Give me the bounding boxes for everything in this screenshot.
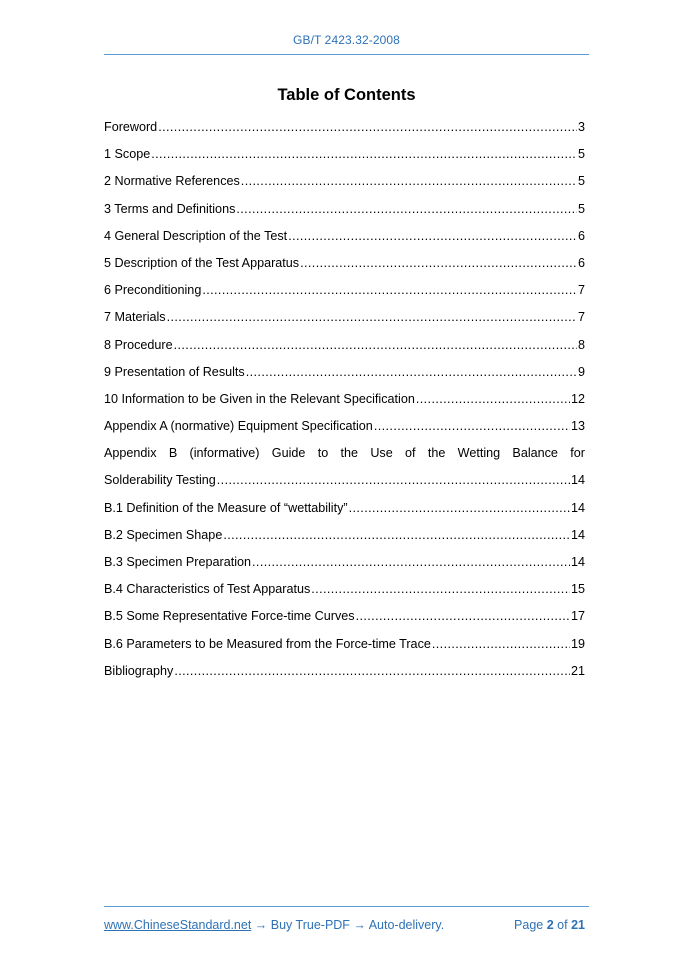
toc-entry[interactable] xyxy=(104,389,585,416)
toc-entry-text: Bibliography xyxy=(104,663,174,678)
toc-entry-text: 3 Terms and Definitions xyxy=(104,201,236,216)
toc-entry-text: Foreword xyxy=(104,120,158,134)
header-standard-code: GB/T 2423.32-2008 xyxy=(293,33,400,47)
total-pages-number: 21 xyxy=(571,918,585,932)
toc-entry[interactable] xyxy=(104,661,585,688)
toc-entry-page: 9 xyxy=(577,364,585,379)
toc-entry-appendix-b-line1[interactable] xyxy=(104,443,585,470)
toc-entry-text: B.2 Specimen Shape xyxy=(104,527,223,542)
toc-entry-text: B.5 Some Representative Force-time Curves xyxy=(104,609,355,624)
toc-entry-text: 10 Information to be Given in the Relevant Specification xyxy=(104,391,415,406)
toc-entry[interactable] xyxy=(104,579,585,606)
toc-entry-text: Appendix A (normative) Equipment Specification xyxy=(104,419,373,434)
toc-entry-page: 7 xyxy=(577,310,585,325)
toc-entry-word: Guide xyxy=(271,446,306,461)
toc-leader-dots xyxy=(158,117,577,137)
toc-entry-text: 2 Normative References xyxy=(104,174,240,189)
toc-leader-dots xyxy=(241,171,577,191)
toc-entry[interactable] xyxy=(104,199,585,226)
toc-entry[interactable] xyxy=(104,307,585,334)
toc-entry[interactable] xyxy=(104,498,585,525)
toc-leader-dots xyxy=(202,280,577,300)
toc-entry-page: 3 xyxy=(577,120,585,134)
toc-entry-page: 8 xyxy=(577,337,585,352)
toc-leader-dots xyxy=(174,335,577,355)
toc-entry-page: 14 xyxy=(570,527,585,542)
toc-entry-page: 17 xyxy=(570,609,585,624)
toc-leader-dots xyxy=(246,362,577,382)
toc-entry-text: B.3 Specimen Preparation xyxy=(104,555,252,569)
toc-entry-word: Wetting xyxy=(457,446,501,461)
toc-entry-word: (informative) xyxy=(189,446,260,461)
toc-entry-word: B xyxy=(168,446,178,461)
toc-entry-page: 6 xyxy=(577,228,585,243)
toc-entry-page: 7 xyxy=(577,283,585,298)
toc-leader-dots xyxy=(300,253,577,273)
toc-entry[interactable] xyxy=(104,253,585,280)
toc-entry-page: 12 xyxy=(570,391,585,406)
toc-entry-word: Balance xyxy=(512,446,558,461)
toc-leader-dots xyxy=(217,470,570,490)
toc-entry[interactable] xyxy=(104,117,585,144)
toc-entry[interactable] xyxy=(104,634,585,661)
footer-promo xyxy=(104,918,444,932)
toc-leader-dots xyxy=(432,634,570,654)
toc-entry-page: 5 xyxy=(577,174,585,189)
toc-entry-page: 15 xyxy=(570,582,585,597)
toc-leader-dots xyxy=(174,661,570,681)
toc-title: Table of Contents xyxy=(277,86,416,104)
toc-entry[interactable] xyxy=(104,525,585,552)
toc-leader-dots xyxy=(374,416,570,436)
toc-entry-page: 21 xyxy=(570,663,585,678)
toc-leader-dots xyxy=(311,579,570,599)
table-of-contents xyxy=(104,117,585,688)
toc-entry[interactable] xyxy=(104,416,585,443)
toc-entry[interactable] xyxy=(104,280,585,307)
toc-entry-page: 5 xyxy=(577,201,585,216)
toc-entry[interactable] xyxy=(104,335,585,362)
toc-entry-word: the xyxy=(340,446,359,461)
footer-promo-text: → Buy True-PDF → Auto-delivery. xyxy=(251,918,445,932)
toc-entry-text: 9 Presentation of Results xyxy=(104,364,245,379)
toc-entry-text: B.6 Parameters to be Measured from the Force-time Trace xyxy=(104,636,431,651)
toc-entry-appendix-b-line2[interactable] xyxy=(104,470,585,497)
toc-entry-text: 1 Scope xyxy=(104,147,151,162)
page-label: Page xyxy=(514,918,544,932)
toc-entry-page: 14 xyxy=(570,473,585,488)
toc-entry-text: 6 Preconditioning xyxy=(104,283,202,298)
toc-leader-dots xyxy=(223,525,570,545)
toc-leader-dots xyxy=(236,199,577,219)
toc-leader-dots xyxy=(356,606,570,626)
toc-leader-dots xyxy=(151,144,577,164)
toc-entry[interactable] xyxy=(104,606,585,633)
footer xyxy=(104,918,585,932)
toc-entry[interactable] xyxy=(104,171,585,198)
toc-leader-dots xyxy=(167,307,577,327)
toc-entry-text: B.1 Definition of the Measure of “wettability” xyxy=(104,500,348,515)
toc-entry-word: the xyxy=(427,446,446,461)
toc-entry-word: Appendix xyxy=(104,446,157,461)
toc-entry-text: Solderability Testing xyxy=(104,473,216,488)
toc-leader-dots xyxy=(252,552,570,572)
toc-entry[interactable] xyxy=(104,552,585,579)
toc-entry-page: 14 xyxy=(570,555,585,569)
toc-entry[interactable] xyxy=(104,362,585,389)
of-label: of xyxy=(557,918,568,932)
footer-divider xyxy=(104,906,589,907)
toc-entry-page: 13 xyxy=(570,419,585,434)
header-divider xyxy=(104,54,589,55)
toc-leader-dots xyxy=(416,389,570,409)
toc-entry-text: 8 Procedure xyxy=(104,337,173,352)
toc-entry-text: 4 General Description of the Test xyxy=(104,228,288,243)
toc-entry[interactable] xyxy=(104,226,585,253)
toc-entry-word: Use xyxy=(370,446,393,461)
toc-leader-dots xyxy=(288,226,577,246)
toc-entry-text: B.4 Characteristics of Test Apparatus xyxy=(104,582,311,597)
toc-entry[interactable] xyxy=(104,144,585,171)
toc-entry-page: 5 xyxy=(577,147,585,162)
toc-entry-text: 5 Description of the Test Apparatus xyxy=(104,255,300,270)
toc-leader-dots xyxy=(349,498,570,518)
toc-entry-page: 19 xyxy=(570,636,585,651)
toc-entry-word: of xyxy=(405,446,416,461)
toc-entry-page: 14 xyxy=(570,500,585,515)
toc-entry-page: 6 xyxy=(577,255,585,270)
page-indicator xyxy=(514,918,585,932)
toc-entry-text: 7 Materials xyxy=(104,310,166,325)
toc-entry-word: for xyxy=(570,446,585,461)
website-link[interactable]: www.ChineseStandard.net xyxy=(104,918,252,932)
current-page-number: 2 xyxy=(546,918,554,932)
toc-entry-word: to xyxy=(317,446,329,461)
